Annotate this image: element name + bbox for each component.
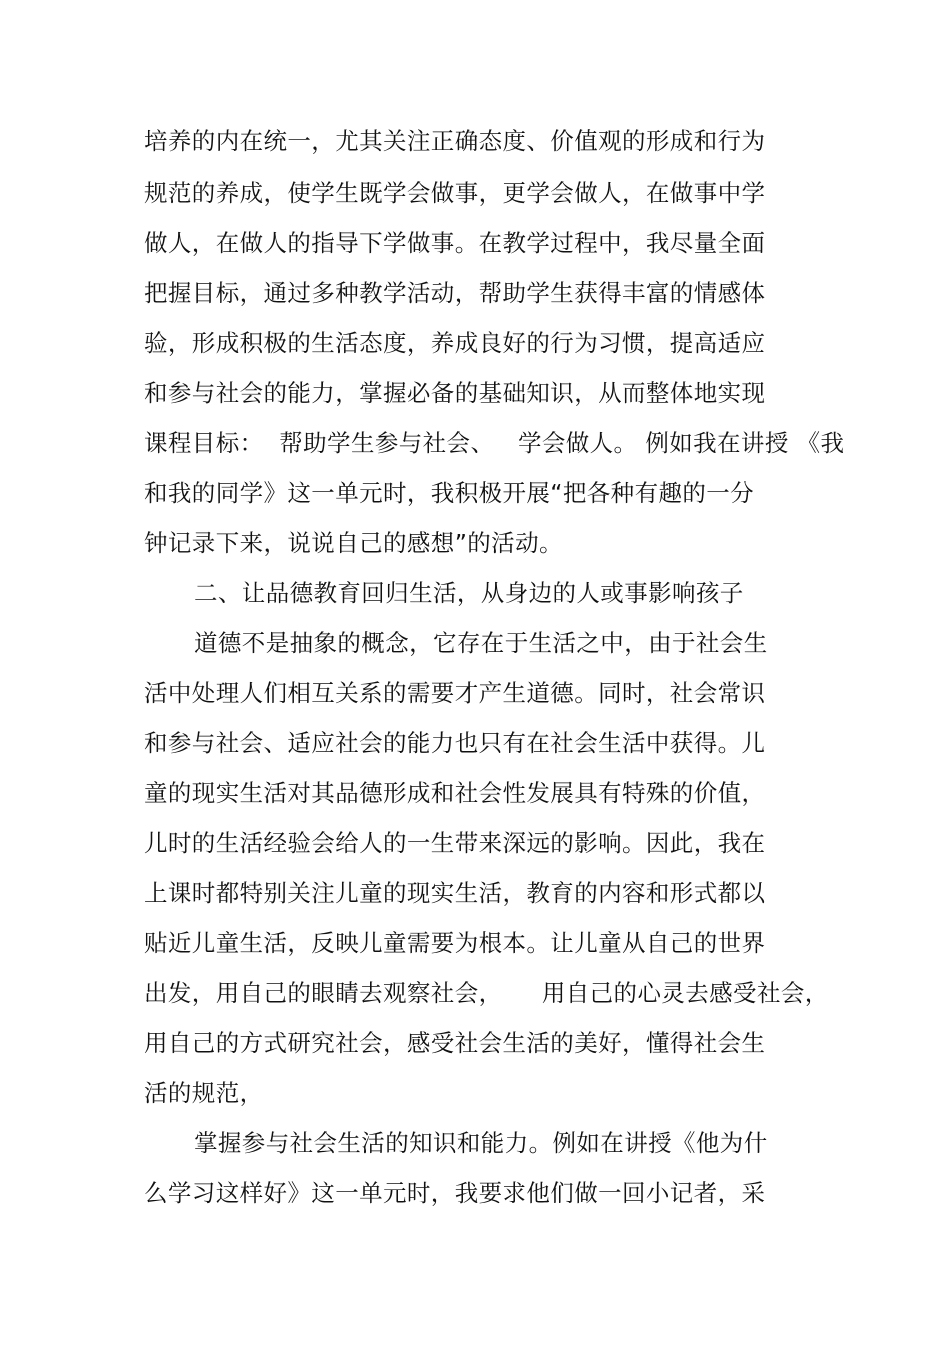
body-text-line: 童的现实生活对其品德形成和社会性发展具有特殊的价值，: [144, 779, 766, 807]
body-text-line: 和我的同学》这一单元时，我积极开展“把各种有趣的一分: [144, 479, 755, 507]
body-text-line: 和参与社会、适应社会的能力也只有在社会生活中获得。儿: [144, 729, 766, 757]
body-text-line: 贴近儿童生活，反映儿童需要为根本。让儿童从自己的世界: [144, 929, 766, 957]
body-text-line: 和参与社会的能力，掌握必备的基础知识，从而整体地实现: [144, 379, 766, 407]
paragraph-first-line: 道德不是抽象的概念，它存在于生活之中，由于社会生: [194, 629, 768, 657]
body-text-line: 把握目标，通过多种教学活动，帮助学生获得丰富的情感体: [144, 279, 766, 307]
body-text-line: 么学习这样好》这一单元时，我要求他们做一回小记者，采: [144, 1179, 766, 1207]
body-text-line: 活的规范，: [144, 1079, 264, 1107]
body-text-line: 用自己的方式研究社会，感受社会生活的美好，懂得社会生: [144, 1029, 766, 1057]
body-text-line: 钟记录下来，说说自己的感想”的活动。: [144, 529, 563, 557]
body-text-line: 规范的养成，使学生既学会做事，更学会做人，在做事中学: [144, 179, 766, 207]
body-text-line: 课程目标： 帮助学生参与社会、 学会做人。 例如我在讲授 《我: [144, 429, 845, 457]
body-text-line: 活中处理人们相互关系的需要才产生道德。同时，社会常识: [144, 679, 766, 707]
body-text-line: 儿时的生活经验会给人的一生带来深远的影响。因此，我在: [144, 829, 766, 857]
body-text-line: 做人，在做人的指导下学做事。在教学过程中，我尽量全面: [144, 229, 766, 257]
paragraph-first-line: 掌握参与社会生活的知识和能力。例如在讲授《他为什: [194, 1129, 768, 1157]
body-text-line: 出发，用自己的眼睛去观察社会， 用自己的心灵去感受社会，: [144, 979, 829, 1007]
body-text-line: 培养的内在统一，尤其关注正确态度、价值观的形成和行为: [144, 127, 766, 155]
section-heading: 二、让品德教育回归生活，从身边的人或事影响孩子: [194, 579, 744, 607]
body-text-line: 验，形成积极的生活态度，养成良好的行为习惯，提高适应: [144, 329, 766, 357]
body-text-line: 上课时都特别关注儿童的现实生活，教育的内容和形式都以: [144, 879, 766, 907]
